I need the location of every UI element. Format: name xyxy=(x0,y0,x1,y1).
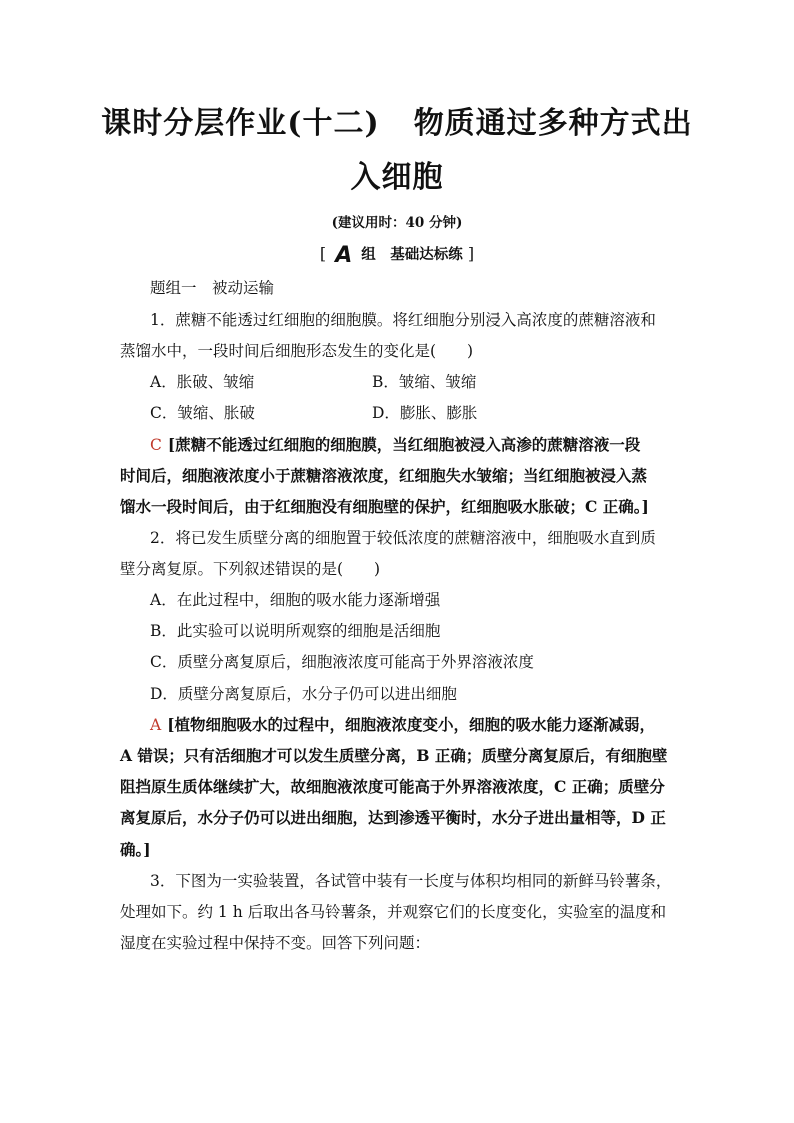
q1-option-b: B．皱缩、皱缩 xyxy=(372,373,477,391)
q2-explanation-line3: 阻挡原生质体继续扩大，故细胞液浓度可能高于外界溶液浓度，C 正确；质壁分 xyxy=(120,777,665,796)
title-part2: 物质通过多种方式出 xyxy=(413,106,693,141)
section-label: 题组一 被动运输 xyxy=(150,279,275,297)
q1-answer: C xyxy=(150,436,162,454)
q2-line2: 壁分离复原。下列叙述错误的是( ) xyxy=(120,560,381,578)
time-hint: (建议用时：40 分钟) xyxy=(331,215,463,231)
group-letter: A xyxy=(335,243,353,268)
q3-line2: 处理如下。约 1 h 后取出各马铃薯条，并观察它们的长度变化，实验室的温度和 xyxy=(120,903,667,921)
q1-option-a: A．胀破、皱缩 xyxy=(150,373,255,391)
q2-option-d: D．质壁分离复原后，水分子仍可以进出细胞 xyxy=(150,685,457,703)
q1-explanation-line3: 馏水一段时间后，由于红细胞没有细胞壁的保护，红细胞吸水胀破；C 正确。] xyxy=(120,497,649,516)
q1-line1: 1．蔗糖不能透过红细胞的细胞膜。将红细胞分别浸入高浓度的蔗糖溶液和 xyxy=(150,311,656,329)
q3-line3: 湿度在实验过程中保持不变。回答下列问题： xyxy=(120,934,431,952)
page-title xyxy=(0,98,794,142)
q2-option-c: C．质壁分离复原后，细胞液浓度可能高于外界溶液浓度 xyxy=(150,653,534,671)
group-heading xyxy=(0,243,794,268)
page-title-line2: 入细胞 xyxy=(350,160,444,195)
q3-line1: 3．下图为一实验装置，各试管中装有一长度与体积均相同的新鲜马铃薯条， xyxy=(150,872,672,890)
q2-answer: A xyxy=(150,716,162,734)
group-label: 组 基础达标练 xyxy=(361,246,463,263)
q1-option-c: C．皱缩、胀破 xyxy=(150,404,255,422)
q2-option-b: B．此实验可以说明所观察的细胞是活细胞 xyxy=(150,622,441,640)
q2-explanation-line2: A 错误；只有活细胞才可以发生质壁分离，B 正确；质壁分离复原后，有细胞壁 xyxy=(120,746,668,765)
q2-line1: 2．将已发生质壁分离的细胞置于较低浓度的蔗糖溶液中，细胞吸水直到质 xyxy=(150,529,656,547)
title-part1: 课时分层作业(十二) xyxy=(101,106,380,141)
q1-explanation-line2: 时间后，细胞液浓度小于蔗糖溶液浓度，红细胞失水皱缩；当红细胞被浸入蒸 xyxy=(120,466,648,485)
q2-explanation-line5: 确。] xyxy=(120,840,151,859)
q1-explanation-line1: C [蔗糖不能透过红细胞的细胞膜，当红细胞被浸入高渗的蔗糖溶液一段 xyxy=(150,435,641,454)
group-bracket-left: [ xyxy=(319,244,327,263)
q2-option-a: A．在此过程中，细胞的吸水能力逐渐增强 xyxy=(150,591,441,609)
q2-explanation-line1: A [植物细胞吸水的过程中，细胞液浓度变小，细胞的吸水能力逐渐减弱， xyxy=(150,715,656,734)
q1-line2: 蒸馏水中，一段时间后细胞形态发生的变化是( ) xyxy=(120,342,474,360)
group-bracket-right: ] xyxy=(467,244,475,263)
q2-explanation-line4: 离复原后，水分子仍可以进出细胞，达到渗透平衡时，水分子进出量相等，D 正 xyxy=(120,808,666,827)
q1-option-d: D．膨胀、膨胀 xyxy=(372,404,478,422)
